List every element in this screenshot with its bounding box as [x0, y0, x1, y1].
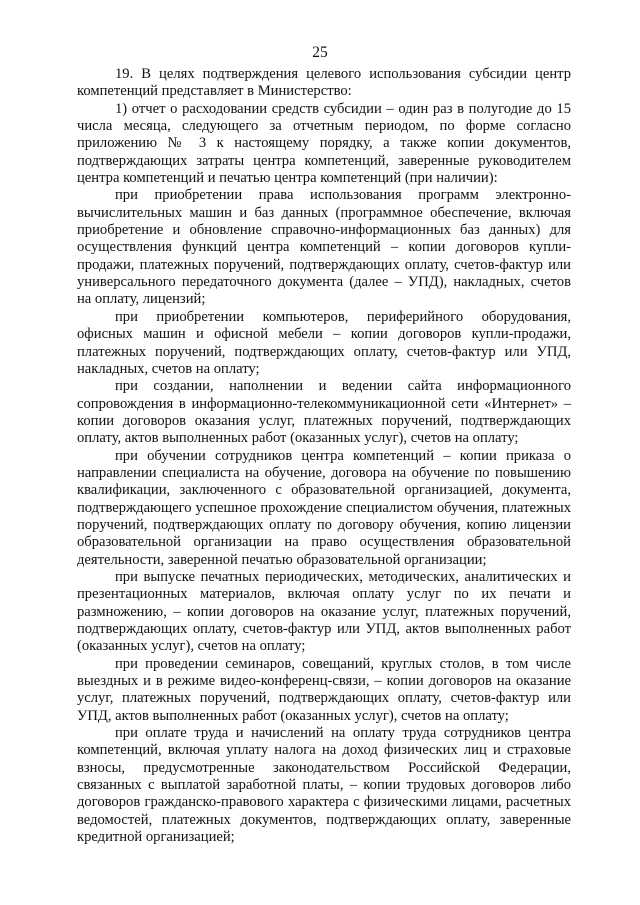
paragraph-salary-expenses: при оплате труда и начислений на оплату труда сотрудников центра компетенций, включая уплату налога на доход физических лиц и страховые взносы, предусмотренные законодательством Российской Федерации, связанных с выплатой заработной платы, – копии трудовых договоров либо договоров гражданско-правового характера с физическими лицами, расчетных ведомостей, платежных документов, подтверждающих оплату, заверенные кредитной организацией; — [77, 725, 571, 846]
paragraph-training-expenses: при обучении сотрудников центра компетенций – копии приказа о направлении специалиста на обучение, договора на обучение по повышению квалификации, заключенного с образовательной организацией, документа, подтверждающего успешное прохождение специалистом обучения, платежных поручений, подтверждающих оплату по договору обучения, копию лицензии образовательной организации на право осуществления образовательной деятельности, заверенной печатью образовательной организации; — [77, 447, 571, 568]
paragraph-item-19: 19. В целях подтверждения целевого использования субсидии центр компетенций представляет в Министерство: — [77, 66, 571, 100]
paragraph-computers-expenses: при приобретении компьютеров, периферийного оборудования, офисных машин и офисной мебели – копии договоров купли-продажи, платежных поручений, подтверждающих оплату, счетов-фактур или УПД, накладных, счетов на оплату; — [77, 308, 571, 377]
paragraph-seminars-expenses: при проведении семинаров, совещаний, круглых столов, в том числе выездных и в режиме видео-конференц-связи, – копии договоров на оказание услуг, платежных поручений, подтверждающих оплату, счетов-фактур или УПД, актов выполненных работ (оказанных услуг), счетов на оплату; — [77, 655, 571, 724]
paragraph-subitem-1: 1) отчет о расходовании средств субсидии – один раз в полугодие до 15 числа месяца, следующего за отчетным периодом, по форме согласно приложению № 3 к настоящему порядку, а также копии документов, подтверждающих затраты центра компетенций, заверенные руководителем центра компетенций и печатью центра компетенций (при наличии): — [77, 100, 571, 187]
paragraph-website-expenses: при создании, наполнении и ведении сайта информационного сопровождения в информационно-телекоммуникационной сети «Интернет» – копии договоров оказания услуг, платежных поручений, подтверждающих оплату, актов выполненных работ (оказанных услуг), счетов на оплату; — [77, 378, 571, 447]
page-number: 25 — [312, 44, 328, 61]
document-body — [77, 66, 571, 846]
paragraph-printed-materials-expenses: при выпуске печатных периодических, методических, аналитических и презентационных материалов, включая оплату услуг по их печати и размножению, – копии договоров на оказание услуг, платежных поручений, подтверждающих оплату, счетов-фактур или УПД, актов выполненных работ (оказанных услуг), счетов на оплату; — [77, 568, 571, 655]
paragraph-software-expenses: при приобретении права использования программ электронно-вычислительных машин и баз данных (программное обеспечение, включая приобретение и обновление справочно-информационных баз данных) для осуществления функций центра компетенций – копии договоров купли-продажи, платежных поручений, подтверждающих оплату, счетов-фактур или универсального передаточного документа (далее – УПД), накладных, счетов на оплату, лицензий; — [77, 187, 571, 308]
